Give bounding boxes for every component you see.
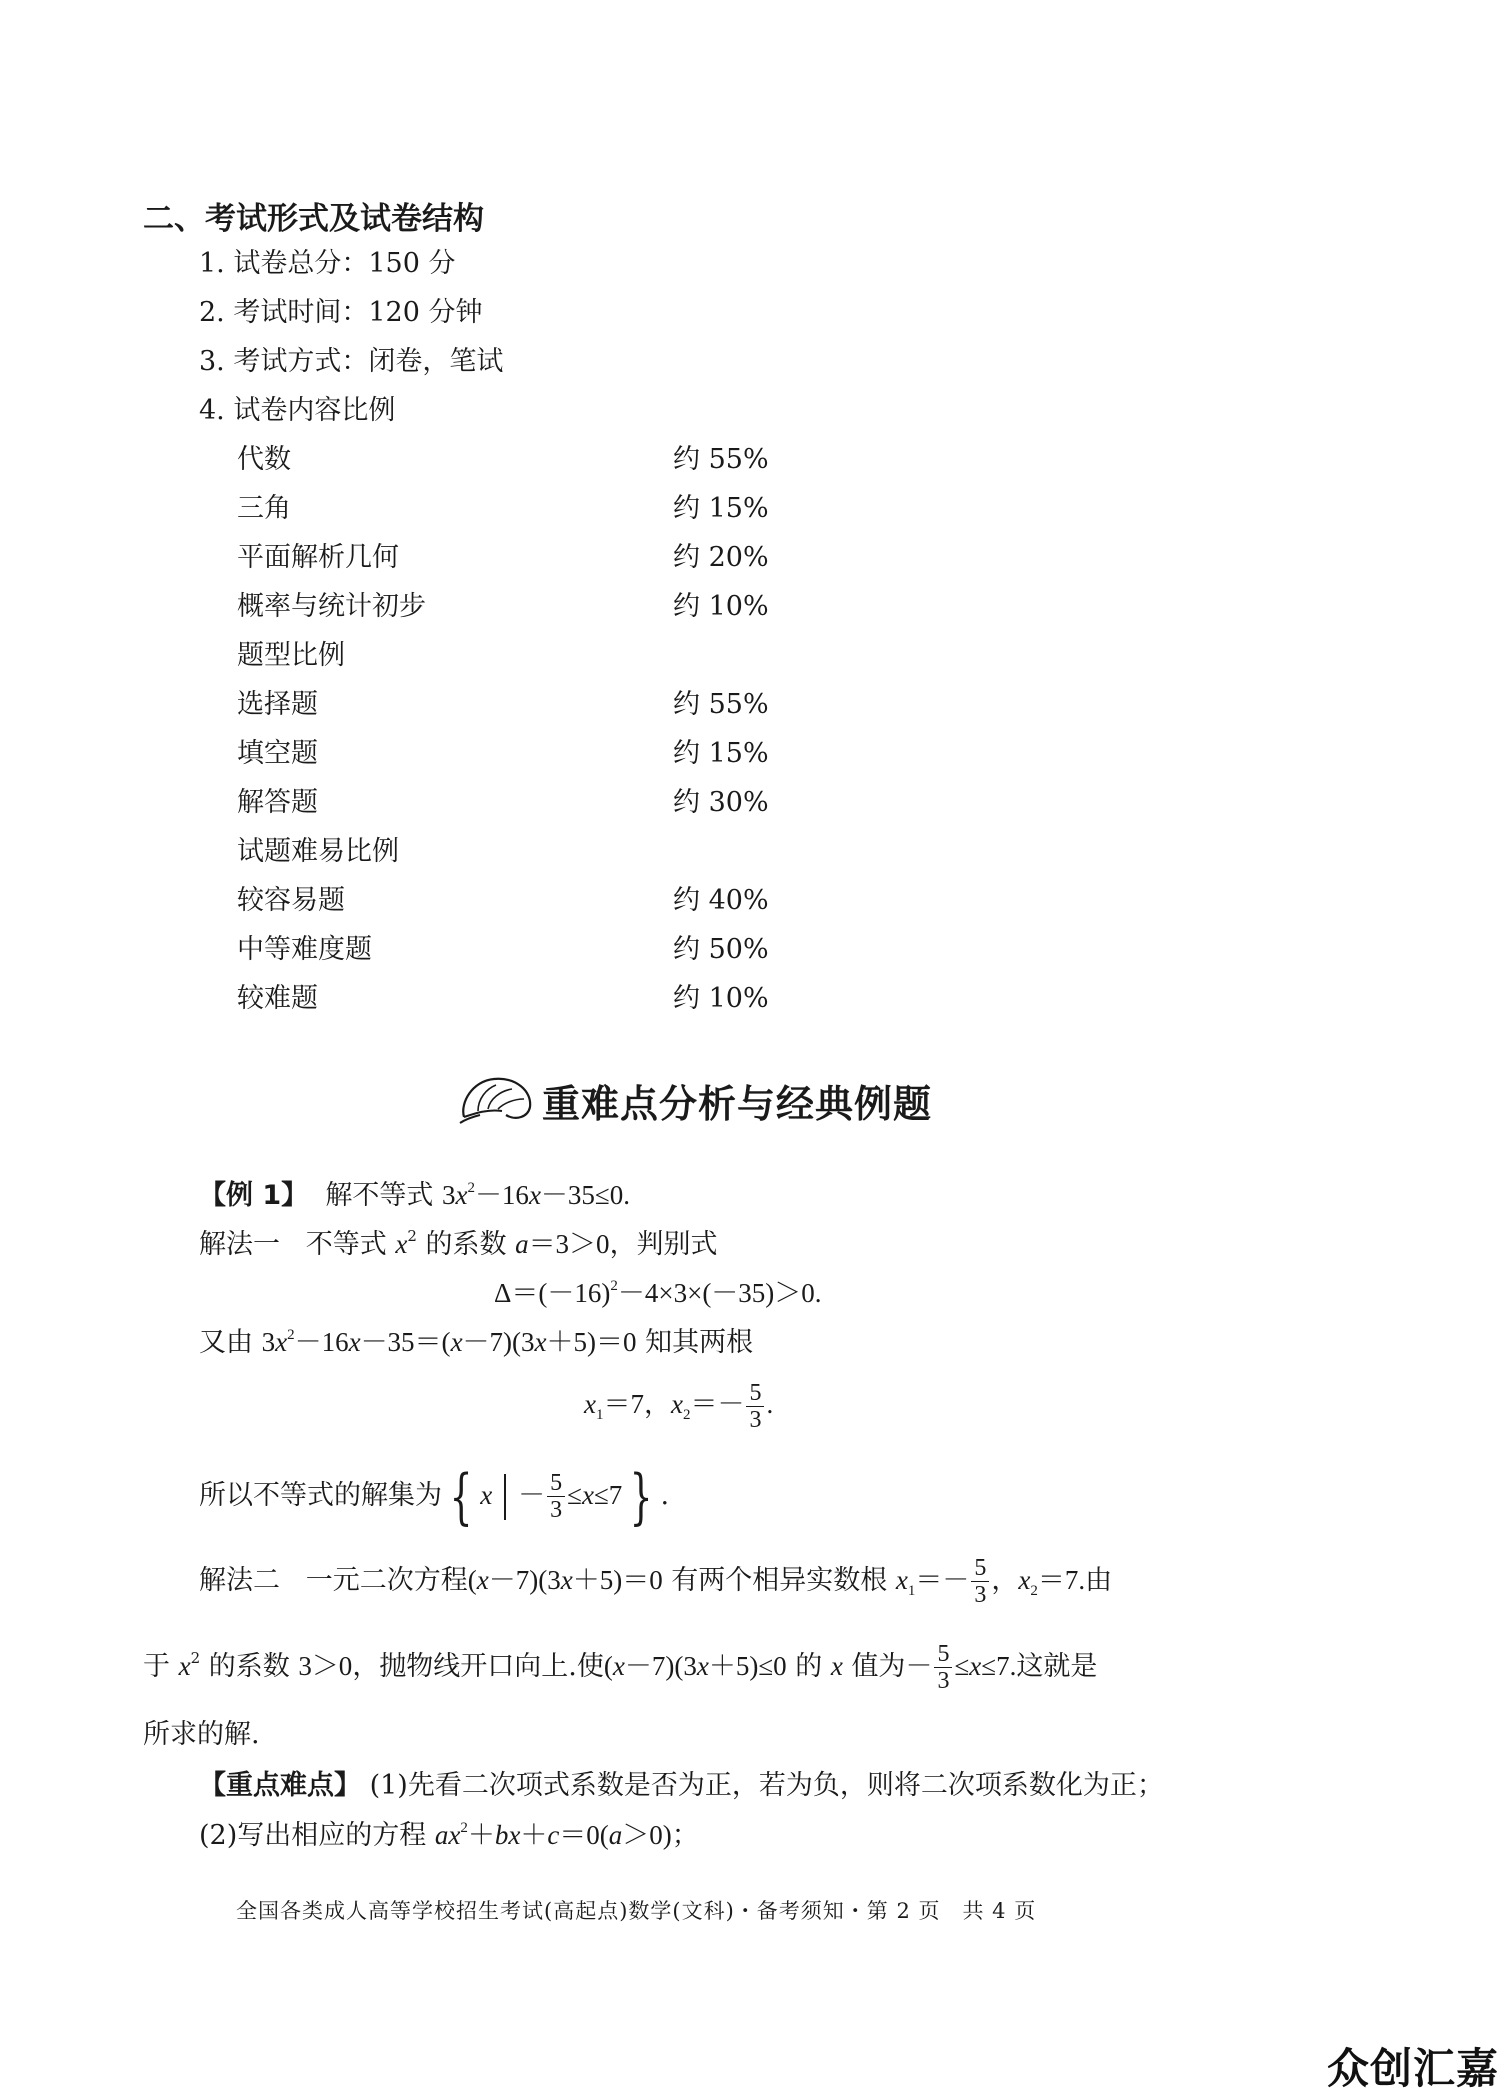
line3-end: 这就是	[1016, 1651, 1098, 1682]
solution-set-line: 所以不等式的解集为 { x － $\frac{5}{3}$ ≤x≤7 } .	[199, 1461, 670, 1532]
line3-zhi: 的	[795, 1651, 823, 1682]
ratio-label: 较难题	[237, 983, 318, 1014]
ratio-label: 较容易题	[237, 885, 345, 916]
page-footer: 全国各类成人高等学校招生考试(高起点)数学(文科)・备考须知・第 2 页 共 4 页	[236, 1899, 1037, 1923]
item-content-ratio: 4. 试卷内容比例	[199, 395, 396, 426]
section-title: 重难点分析与经典例题	[542, 1081, 933, 1126]
ratio-value: 约 30%	[673, 787, 769, 818]
ginkgo-leaf-icon	[458, 1073, 536, 1127]
line3-coef: 的系数	[208, 1651, 290, 1682]
ratio-value: 约 55%	[673, 444, 769, 475]
discriminant-formula: $\Delta=(-16)^2-4\times 3\times(-35)>0$.	[494, 1278, 822, 1308]
solution-prefix: 所以不等式的解集为	[199, 1480, 442, 1511]
method2-label: 解法二	[199, 1565, 280, 1596]
inequality: $3x^2-16x-35\le 0$.	[441, 1180, 630, 1210]
ratio-label: 三角	[237, 493, 291, 524]
method2-end: 由	[1085, 1565, 1113, 1596]
again-suffix: 知其两根	[645, 1327, 754, 1358]
method2-mid: 有两个相异实数根	[671, 1565, 888, 1596]
ratio-label: 选择题	[237, 689, 318, 720]
key-point1	[199, 1769, 1164, 1803]
method1-judge: ，判别式	[609, 1229, 718, 1260]
watermark-logo: 众创汇嘉	[1327, 2044, 1500, 2093]
method2-text: 一元二次方程	[305, 1565, 468, 1596]
ratio-label: 中等难度题	[237, 934, 372, 965]
key-point2-prefix: (2)写出相应的方程	[199, 1820, 427, 1851]
method2-line2: 于 $x^2$ 的系数 3＞0，抛物线开口向上.使(x－7)(3x＋5)≤0 的 x 值为－ $\frac{5}{3}$ ≤x≤7.这就是	[143, 1641, 1098, 1694]
ratio-label: 代数	[237, 444, 291, 475]
roots-formula: $x_1=7$，$x_2=-$ $\frac{5}{3}$ .	[584, 1380, 774, 1434]
ratio-label: 概率与统计初步	[237, 591, 426, 622]
ratio-value: 约 15%	[673, 738, 769, 769]
ratio-value: 约 55%	[673, 689, 769, 720]
key-point2: (2)写出相应的方程 $ax^2+bx+c=0(a>0)$；	[199, 1820, 699, 1851]
factor-line: 又由 $3x^2-16x-35=(x-7)(3x+5)=0$ 知其两根	[199, 1327, 754, 1358]
item-exam-method: 3. 考试方式：闭卷，笔试	[199, 346, 504, 377]
ratio-value: 约 10%	[673, 591, 769, 622]
again-prefix: 又由	[199, 1327, 253, 1358]
example-problem	[199, 1178, 630, 1217]
key-point1-text: (1)先看二次项式系数是否为正，若为负，则将二次项系数化为正；	[369, 1770, 1164, 1801]
ratio-label: 平面解析几何	[237, 542, 399, 573]
key-point2-suffix: ；	[671, 1820, 699, 1851]
ratio-label: 填空题	[237, 738, 318, 769]
section-title-row	[458, 1068, 932, 1132]
method1-text: 不等式	[305, 1229, 387, 1260]
ratio-value: 约 40%	[673, 885, 769, 916]
method2-line1: 解法二 一元二次方程(x－7)(3x＋5)＝0 有两个相异实数根 $x_1=-$ $\frac{5}{3}$ ，$x_2=7$.由	[199, 1555, 1113, 1608]
ratio-value: 约 20%	[673, 542, 769, 573]
line3-mid: ，抛物线开口向上.使	[352, 1651, 604, 1682]
problem-prefix: 解不等式	[325, 1180, 434, 1211]
item-exam-time: 2. 考试时间：120 分钟	[199, 297, 483, 328]
type-ratio-title: 题型比例	[237, 640, 345, 671]
ratio-label: 解答题	[237, 787, 318, 818]
method1-coef: 的系数	[425, 1229, 507, 1260]
ratio-value: 约 50%	[673, 934, 769, 965]
key-tag: 【重点难点】	[199, 1770, 361, 1801]
method2-line3: 所求的解.	[143, 1719, 260, 1750]
method1-line: 解法一 不等式 $x^2$ 的系数 a＝3＞0，判别式	[199, 1227, 718, 1260]
ratio-value: 约 15%	[673, 493, 769, 524]
line3-value: 值为	[851, 1651, 906, 1682]
line3-prefix: 于	[143, 1651, 170, 1682]
difficulty-ratio-title: 试题难易比例	[237, 836, 399, 867]
ratio-value: 约 10%	[673, 983, 769, 1014]
method1-label: 解法一	[199, 1229, 280, 1260]
item-total-score: 1. 试卷总分：150 分	[199, 248, 456, 279]
section-heading: 二、考试形式及试卷结构	[143, 201, 484, 237]
example-tag: 【例 1】	[199, 1180, 309, 1211]
